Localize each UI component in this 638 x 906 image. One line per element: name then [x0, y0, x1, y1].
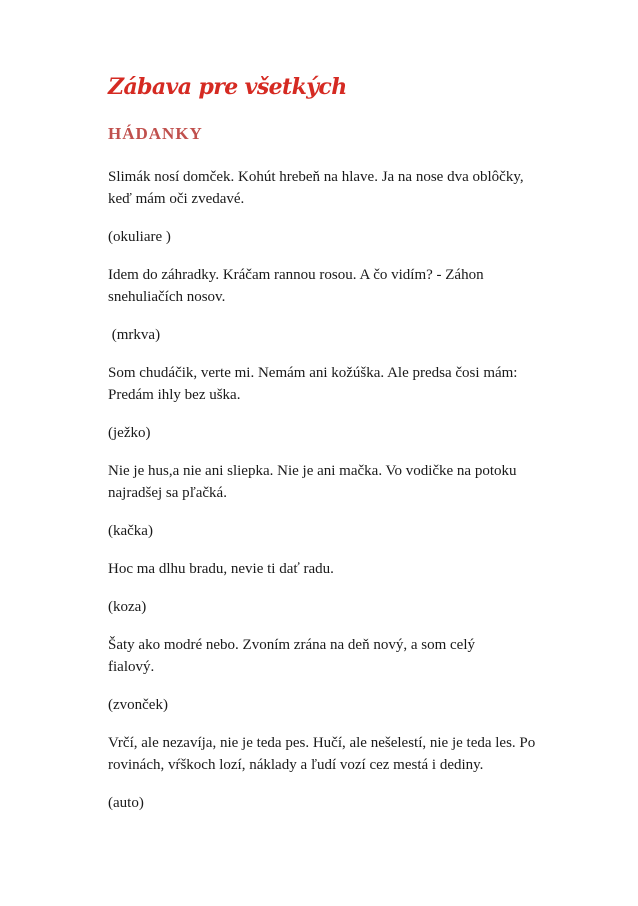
riddle-answer: (mrkva) — [108, 327, 161, 343]
riddle-answer: (kačka) — [108, 523, 153, 539]
section-heading: HÁDANKY — [108, 124, 203, 143]
riddle-text: Idem do záhradky. Kráčam rannou rosou. A čo vidím? - Záhon snehuliačích nosov. — [108, 267, 484, 305]
riddle-answer: (okuliare ) — [108, 229, 171, 245]
riddle-answer: (ježko) — [108, 425, 151, 441]
riddle-text: Vrčí, ale nezavíja, nie je teda pes. Hučí, ale nešelestí, nie je teda les. Po rovinách, vŕškoch lozí, náklady a ľudí vozí cez mestá i dediny. — [108, 735, 536, 773]
riddle-list — [108, 166, 548, 830]
riddle-text: Som chudáčik, verte mi. Nemám ani kožúška. Ale predsa čosi mám: Predám ihly bez uška. — [108, 365, 518, 403]
riddle-answer: (auto) — [108, 795, 144, 811]
document-title: Zábava pre všetkých — [108, 74, 347, 100]
riddle-text: Nie je hus,a nie ani sliepka. Nie je ani mačka. Vo vodičke na potoku najradšej sa pľačká. — [108, 463, 517, 501]
riddle-text: Slimák nosí domček. Kohút hrebeň na hlave. Ja na nose dva oblôčky, keď mám oči zvedavé. — [108, 169, 524, 207]
riddle-text: Hoc ma dlhu bradu, nevie ti dať radu. — [108, 561, 334, 577]
riddle-answer: (zvonček) — [108, 697, 168, 713]
page-content — [108, 72, 548, 811]
riddle-answer: (koza) — [108, 599, 147, 615]
riddle-text: Šaty ako modré nebo. Zvoním zrána na deň nový, a som celý fialový. — [108, 637, 475, 675]
